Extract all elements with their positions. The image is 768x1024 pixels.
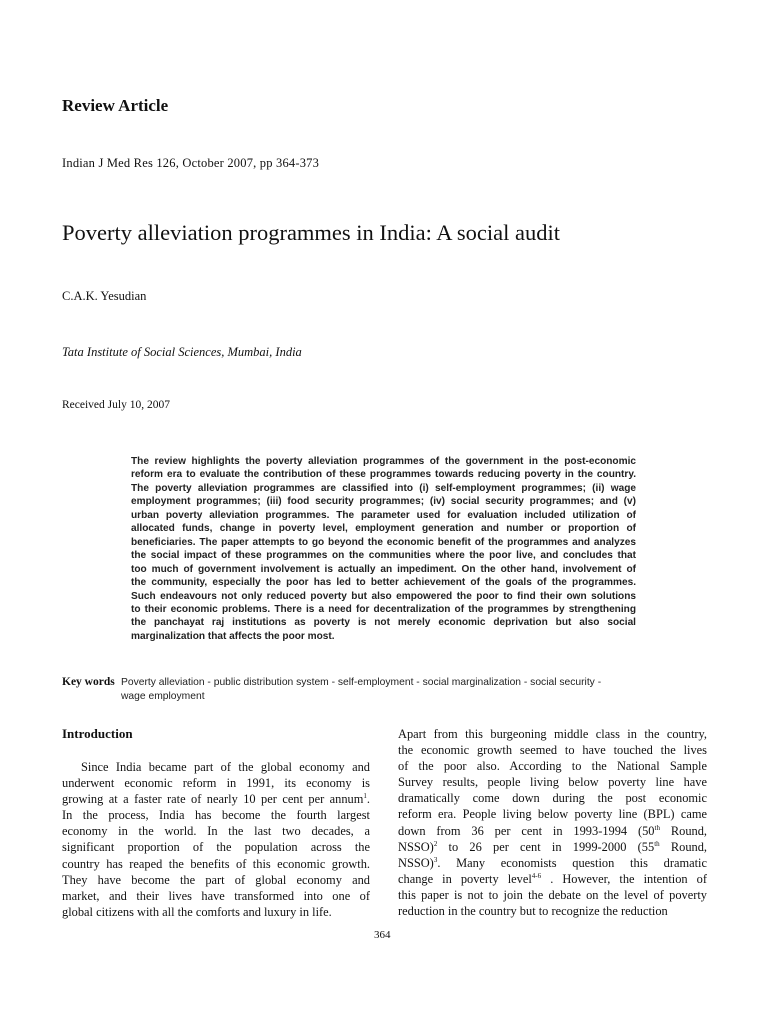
abstract-line: The poverty alleviation programmes are classified into (i) self-employment programmes; (ii) wage [131,482,636,494]
keywords-line: wage employment [121,691,205,702]
abstract-line: the community, especially the poor has led to better achievement of the goals of the programmes. [131,577,636,589]
received-date: Received July 10, 2007 [62,399,170,411]
abstract-line: the social impact of these programmes on the communities where the poor live, and concludes that [131,550,636,562]
article-title: Poverty alleviation programmes in India: A social audit [62,220,561,245]
body-line: reform era. People living below poverty line (BPL) came [398,807,707,822]
keywords-line: Poverty alleviation - public distribution system - self-employment - social marginalization - social security - [121,677,602,688]
journal-citation: Indian J Med Res 126, October 2007, pp 364-373 [62,156,320,170]
body-line: Survey results, people living below poverty line have [398,775,707,790]
body-line: market, and their lives have transformed into one of [62,888,370,903]
body-text: NSSO) [398,855,434,870]
abstract-line: allocated funds, change in poverty level, employment generation and number or proportion of [131,523,636,535]
body-line [398,839,707,855]
body-line [398,823,707,839]
keywords-label: Key words [62,676,115,688]
body-line: reduction in the country but to recognize the reduction [398,904,668,919]
abstract-line: marginalization that affects the poor most. [131,630,335,642]
abstract-line: to their economic problems. There is a need for decentralization of the programmes by strengthening [131,603,636,615]
abstract-line: urban poverty alleviation programmes. The parameter used for evaluation included utilization of [131,509,636,521]
body-line: global citizens with all the comforts and luxury in life. [62,904,332,919]
body-column-left [62,759,370,920]
abstract [131,455,636,643]
body-text: Round, [659,823,707,838]
superscript: th [654,839,660,848]
body-line: dramatically come down during the post economic [398,791,707,806]
abstract-line: the panchayat raj institutions as poverty is not merely economic deprivation but also social [131,617,636,629]
body-line: underwent economic reform in 1991, its economy is [62,776,370,791]
body-column-right [398,726,707,919]
body-text: change in poverty level [398,871,532,886]
body-line [398,871,707,887]
body-text: Round, [659,839,708,854]
abstract-line: beneficiaries. The paper attempts to go beyond the economic benefit of the programmes and analyzes [131,536,636,548]
citation-ref: 2 [433,839,438,848]
page-number: 364 [374,929,391,941]
body-line: this paper is not to join the debate on the level of poverty [398,887,707,902]
body-line: of the poor also. According to the National Sample [398,759,707,774]
citation-ref: 1 [363,792,367,801]
body-line: Since India became part of the global economy and [81,760,370,774]
citation-ref: 3 [433,855,438,864]
section-heading: Introduction [62,726,133,741]
abstract-line: reform era to evaluate the contribution of these programmes towards reducing poverty in the country. [131,469,636,481]
body-line: significant proportion of the population across the [62,840,370,855]
body-text: down from 36 per cent in 1993-1994 (50 [398,823,655,838]
body-line: country has reaped the benefits of this economic growth. [62,856,370,871]
body-line: the economic growth seemed to have touched the lives [398,743,707,758]
affiliation: Tata Institute of Social Sciences, Mumbai, India [62,345,302,359]
body-line: They have become the part of global economy and [62,872,370,887]
abstract-line: The review highlights the poverty alleviation programmes of the government in the post-economic [131,456,636,467]
body-text: . [366,792,370,807]
body-text: growing at a faster rate of nearly 10 per cent per annum [62,792,364,807]
body-line [398,855,707,871]
body-text: to 26 per cent in 1999-2000 (55 [437,839,655,854]
author: C.A.K. Yesudian [62,289,147,303]
body-line [62,791,370,807]
body-line: Apart from this burgeoning middle class in the country, [398,727,707,741]
abstract-line: too much of government involvement is actually an impediment. On the other hand, involvement of [131,563,636,575]
body-line: economy in the world. In the last two decades, a [62,824,370,839]
body-text: . However, the intention of [541,871,707,886]
body-text: . Many economists question this dramatic [437,855,707,870]
abstract-line: employment programmes; (iii) food security programmes; (iv) social security programmes; and (v) [131,496,636,508]
article-type: Review Article [62,96,169,115]
body-text: NSSO) [398,839,434,854]
abstract-line: Such endeavours not only reduced poverty but also empowered the poor to find their own solutions [131,590,636,602]
citation-ref: 4-6 [531,871,542,880]
superscript: th [654,823,660,832]
body-line: In the process, India has become the fourth largest [62,808,370,823]
keywords-text [121,676,661,704]
